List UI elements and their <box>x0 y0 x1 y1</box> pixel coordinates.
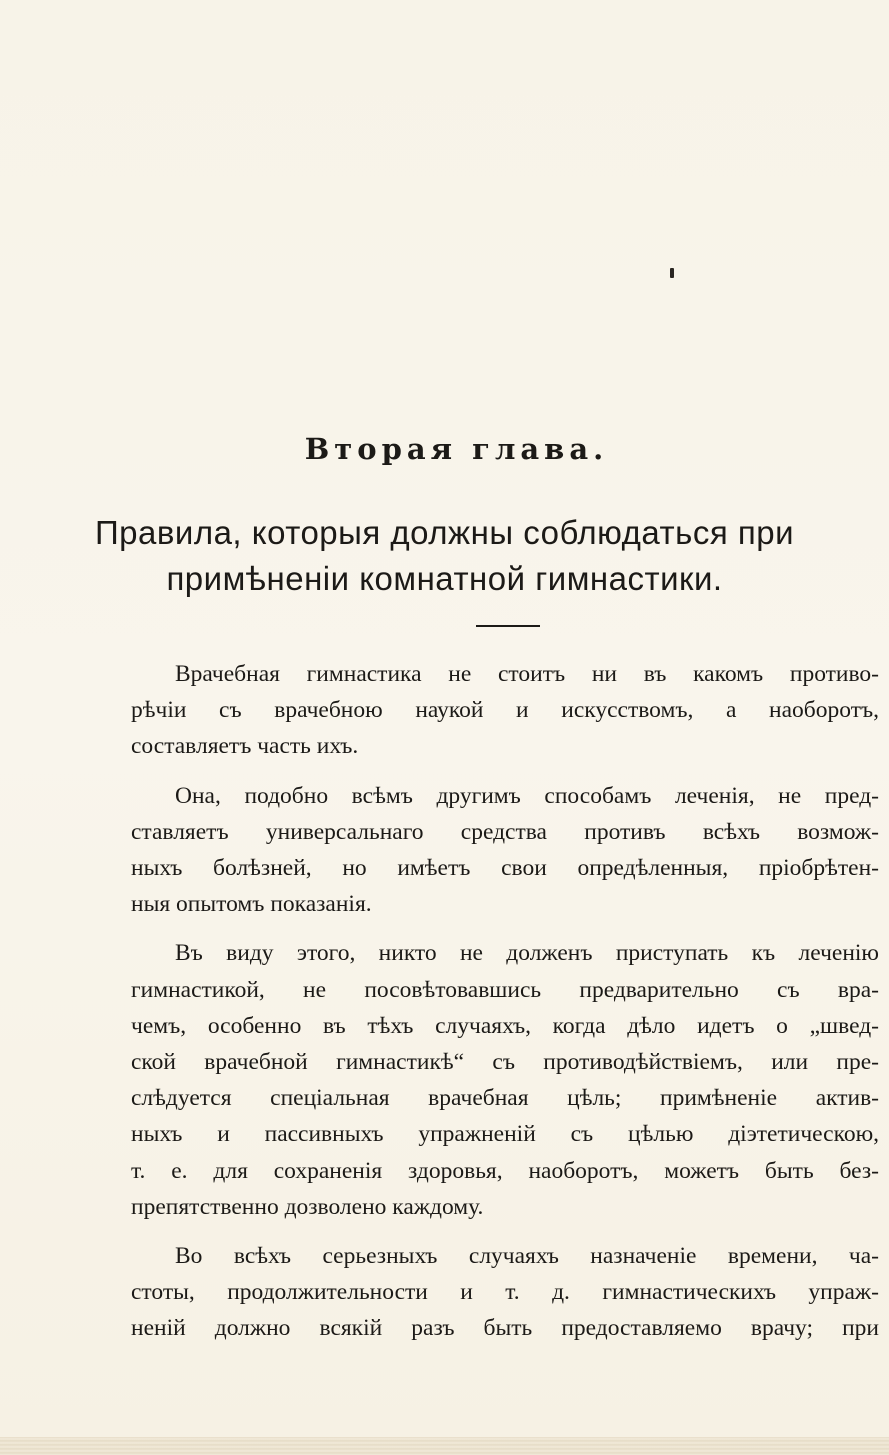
text-line: слѣдуется спеціальная врачебная цѣль; примѣненіе актив- <box>131 1085 879 1112</box>
text-line: Въ виду этого, никто не долженъ приступать къ леченію <box>175 940 879 967</box>
text-line: Она, подобно всѣмъ другимъ способамъ леченія, не пред- <box>175 782 879 809</box>
page-bottom-edge <box>0 1437 889 1455</box>
text-line: ской врачебной гимнастикѣ“ съ противодѣйствіемъ, или пре- <box>131 1049 879 1076</box>
chapter-title <box>0 510 889 602</box>
paragraph <box>131 656 879 765</box>
text-line: Врачебная гимнастика не стоитъ ни въ какомъ противо- <box>175 661 879 687</box>
chapter-heading: Вторая глава. <box>304 432 609 466</box>
body-text <box>131 656 879 1360</box>
paragraph <box>131 778 879 923</box>
text-line: препятственно дозволено каждому. <box>131 1193 484 1220</box>
chapter-title-line: Правила, которыя должны соблюдаться при <box>94 514 795 551</box>
text-line: гимнастикой, не посовѣтовавшись предварительно съ вра- <box>131 976 879 1003</box>
paragraph <box>131 1238 879 1347</box>
paragraph <box>131 935 879 1225</box>
text-line: ныхъ и пассивныхъ упражненій съ цѣлью діэтетическою, <box>131 1121 879 1148</box>
text-line: стоты, продолжительности и т. д. гимнастическихъ упраж- <box>131 1279 879 1306</box>
text-line: т. е. для сохраненія здоровья, наоборотъ, можетъ быть без- <box>131 1157 879 1184</box>
text-line: ныхъ болѣзней, но имѣетъ свои опредѣленныя, пріобрѣтен- <box>131 855 879 882</box>
text-line: ставляетъ универсальнаго средства противъ всѣхъ возмож- <box>131 818 879 845</box>
text-line: рѣчіи съ врачебною наукой и искусствомъ, а наоборотъ, <box>131 697 879 724</box>
ink-speck <box>670 268 674 278</box>
chapter-title-line: примѣненіи комнатной гимнастики. <box>166 560 723 597</box>
text-line: чемъ, особенно въ тѣхъ случаяхъ, когда дѣло идетъ о „швед- <box>131 1012 879 1039</box>
text-line: составляетъ часть ихъ. <box>131 733 359 760</box>
text-line: ныя опытомъ показанія. <box>131 891 372 918</box>
section-divider <box>476 625 540 627</box>
text-line: Во всѣхъ серьезныхъ случаяхъ назначеніе времени, ча- <box>175 1243 879 1270</box>
text-line: неній должно всякій разъ быть предоставляемо врачу; при <box>131 1315 879 1342</box>
